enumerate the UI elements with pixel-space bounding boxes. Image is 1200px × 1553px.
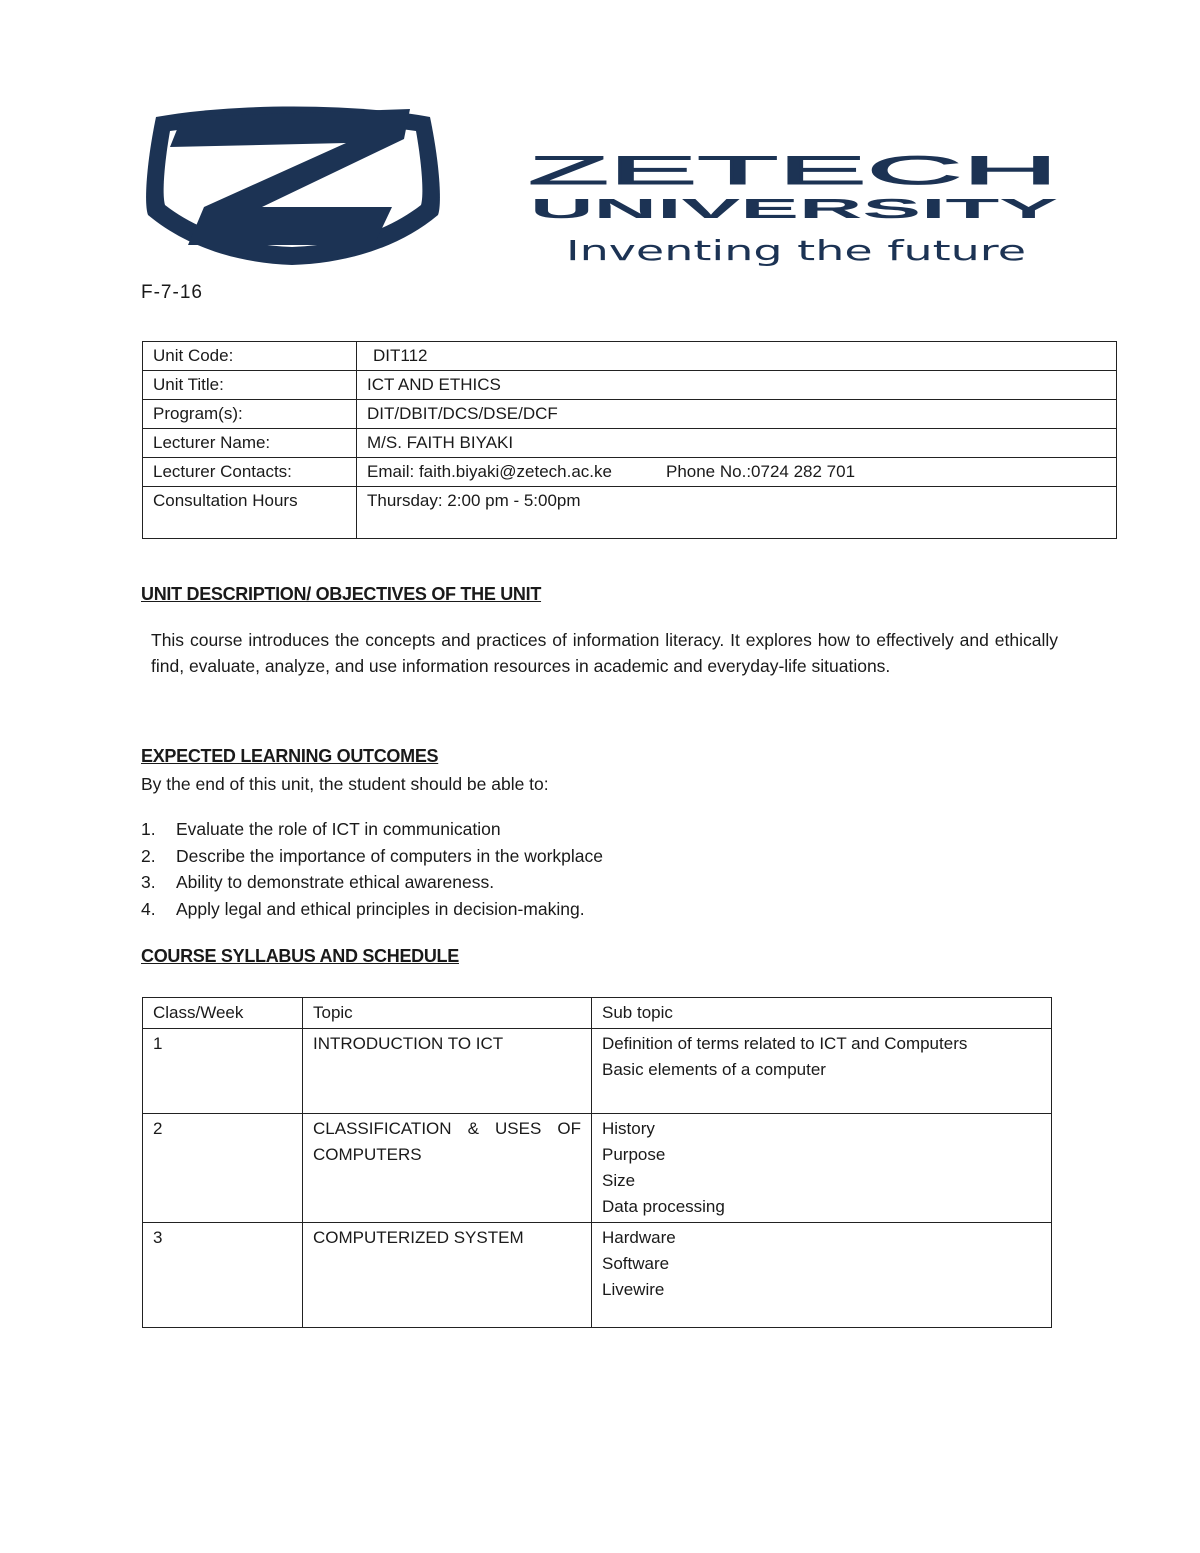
subtopic-cell: History Purpose Size Data processing (592, 1114, 1052, 1223)
lecturer-contacts-value (357, 458, 1117, 487)
consultation-hours-value: Thursday: 2:00 pm - 5:00pm (357, 487, 1117, 539)
learning-outcomes-intro: By the end of this unit, the student should be able to: (141, 774, 549, 794)
unit-code-label: Unit Code: (143, 342, 357, 371)
topic-cell: CLASSIFICATION & USES OF COMPUTERS (303, 1114, 592, 1223)
list-item: 3. Ability to demonstrate ethical awareness. (141, 872, 495, 892)
topic-cell: COMPUTERIZED SYSTEM (303, 1223, 592, 1328)
unit-info-table (142, 341, 1117, 539)
subtopic-cell: Hardware Software Livewire (592, 1223, 1052, 1328)
table-row (143, 1114, 1052, 1223)
unit-title-value: ICT AND ETHICS (357, 371, 1117, 400)
table-row (143, 487, 1117, 539)
lecturer-phone: Phone No.:0724 282 701 (665, 462, 856, 481)
table-row (143, 371, 1117, 400)
lecturer-name-label: Lecturer Name: (143, 429, 357, 458)
lecturer-contacts-label: Lecturer Contacts: (143, 458, 357, 487)
table-row (143, 429, 1117, 458)
unit-title-label: Unit Title: (143, 371, 357, 400)
subtopic-cell: Definition of terms related to ICT and Computers Basic elements of a computer (592, 1029, 1052, 1114)
zetech-emblem-logo (142, 95, 444, 267)
week-cell: 1 (143, 1029, 303, 1114)
lecturer-name-value: M/S. FAITH BIYAKI (357, 429, 1117, 458)
programs-value: DIT/DBIT/DCS/DSE/DCF (357, 400, 1117, 429)
unit-description-heading: UNIT DESCRIPTION/ OBJECTIVES OF THE UNIT (141, 584, 542, 604)
learning-outcomes-list (141, 816, 603, 922)
table-row (143, 342, 1117, 371)
week-cell: 2 (143, 1114, 303, 1223)
zetech-wordmark-logo (528, 148, 1068, 270)
table-header-row (143, 998, 1052, 1029)
syllabus-heading: COURSE SYLLABUS AND SCHEDULE (141, 946, 459, 966)
week-cell: 3 (143, 1223, 303, 1328)
table-row (143, 458, 1117, 487)
programs-label: Program(s): (143, 400, 357, 429)
table-row (143, 1223, 1052, 1328)
table-row (143, 400, 1117, 429)
column-header-subtopic: Sub topic (592, 998, 1052, 1029)
syllabus-table (142, 997, 1052, 1328)
learning-outcomes-heading: EXPECTED LEARNING OUTCOMES (141, 746, 439, 766)
unit-description-text: This course introduces the concepts and practices of information literacy. It explores how to effectively and ethically find, evaluate, analyze, and use information resources in academic and everyday-life situations. (151, 630, 1058, 676)
unit-code-value: DIT112 (357, 342, 1117, 371)
list-item: 1. Evaluate the role of ICT in communication (141, 819, 501, 839)
topic-cell: INTRODUCTION TO ICT (303, 1029, 592, 1114)
logo-name: ZETECH (528, 149, 1058, 193)
document-code: F-7-16 (141, 282, 203, 303)
lecturer-email: Email: faith.biyaki@zetech.ac.ke (367, 462, 612, 481)
column-header-week: Class/Week (143, 998, 303, 1029)
list-item: 2. Describe the importance of computers in the workplace (141, 845, 604, 866)
list-item: 4. Apply legal and ethical principles in decision-making. (141, 898, 585, 919)
logo-tagline: Inventing the future (566, 234, 1026, 267)
table-row (143, 1029, 1052, 1114)
consultation-hours-label: Consultation Hours (143, 487, 357, 539)
logo-subtitle: UNIVERSITY (530, 193, 1060, 224)
column-header-topic: Topic (303, 998, 592, 1029)
